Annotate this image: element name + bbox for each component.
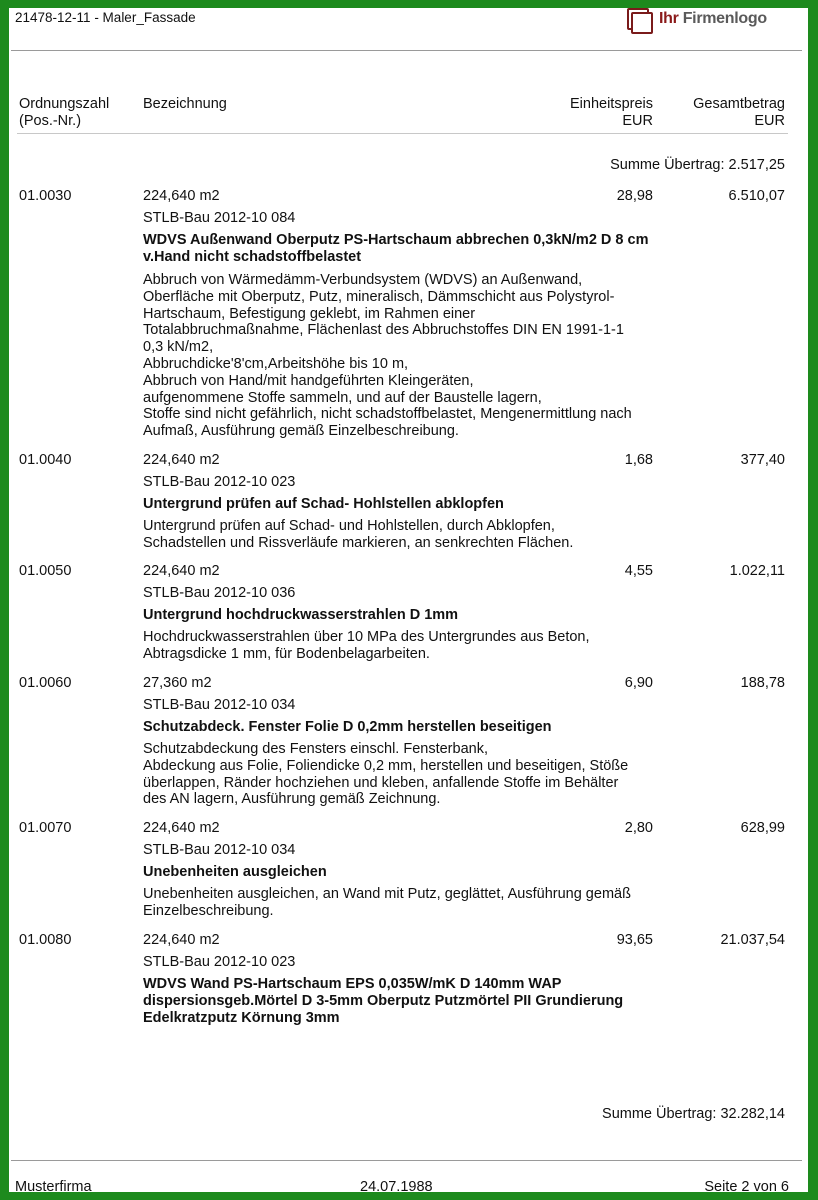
company-logo [627, 8, 767, 30]
long-text: Hochdruckwasserstrahlen über 10 MPa des Untergrundes aus Beton, Abtragsdicke 1 mm, für Bodenbelagarbeiten. [143, 629, 590, 662]
long-text: Unebenheiten ausgleichen, an Wand mit Putz, geglättet, Ausführung gemäß Einzelbeschreibung. [143, 886, 631, 919]
short-text: WDVS Wand PS-Hartschaum EPS 0,035W/mK D 140mm WAP dispersionsgeb.Mörtel D 3-5mm Oberputz Putzmörtel PII Grundierung Edelkratzputz Körnung 3mm [143, 976, 624, 1026]
position-number: 01.0080 [19, 932, 72, 948]
position-number: 01.0060 [19, 675, 72, 691]
total-amount: 377,40 [740, 452, 785, 468]
footer-date: 24.07.1988 [360, 1179, 433, 1192]
logo-icon [627, 8, 649, 30]
short-text: Schutzabdeck. Fenster Folie D 0,2mm herstellen beseitigen [143, 719, 552, 735]
footer-company: Musterfirma [15, 1179, 92, 1192]
unit-price: 93,65 [616, 932, 653, 948]
stlb-reference: STLB-Bau 2012-10 036 [143, 585, 296, 601]
long-text: Untergrund prüfen auf Schad- und Hohlstellen, durch Abklopfen, Schadstellen und Rissverläufe markieren, an senkrechten Flächen. [143, 518, 574, 551]
short-text: Unebenheiten ausgleichen [143, 864, 327, 880]
footer-page-number: Seite 2 von 6 [704, 1179, 789, 1192]
column-header-total: Gesamtbetrag EUR [693, 96, 785, 129]
logo-text-firmenlogo: Firmenlogo [682, 10, 767, 27]
long-text: Abbruch von Wärmedämm-Verbundsystem (WDVS) an Außenwand, Oberfläche mit Oberputz, Putz, mineralisch, Dämmschicht aus Polystyrol- Hartschaum, Befestigung geklebt, im Rahmen einer Totalabbruchmaßnahme, Flächenlast des Abbruchstoffes DIN EN 1991-1-1 0,3 kN/m2, Abbruchdicke'8'cm,Arbeitshöhe bis 10 m, Abbruch von Hand/mit handgeführten Kleingeräten, aufgenommene Stoffe sammeln, und auf der Baustelle lagern, Stoffe sind nicht gefährlich, nicht schadstoffbelastet, Mengenermittlung nach Aufmaß, Ausführung gemäß Einzelbeschreibung. [143, 272, 632, 440]
short-text: WDVS Außenwand Oberputz PS-Hartschaum abbrechen 0,3kN/m2 D 8 cm v.Hand nicht schadstoffbelastet [143, 232, 649, 265]
carry-over-top: Summe Übertrag: 2.517,25 [610, 157, 785, 173]
column-header-description: Bezeichnung [143, 96, 227, 112]
total-amount: 1.022,11 [729, 563, 785, 579]
column-header-divider [17, 133, 788, 134]
stlb-reference: STLB-Bau 2012-10 023 [143, 954, 296, 970]
position-number: 01.0040 [19, 452, 72, 468]
document-page [9, 8, 808, 1192]
carry-over-bottom: Summe Übertrag: 32.282,14 [602, 1106, 785, 1122]
long-text: Schutzabdeckung des Fensters einschl. Fensterbank, Abdeckung aus Folie, Foliendicke 0,2 mm, herstellen und beseitigen, Stöße überlappen, Ränder hochziehen und kleben, anfallende Stoffe im Behälter des AN lagern, Ausführung gemäß Zeichnung. [143, 741, 629, 808]
footer-divider [11, 1160, 802, 1161]
column-header-position: Ordnungszahl (Pos.-Nr.) [19, 96, 110, 129]
quantity: 224,640 m2 [143, 563, 220, 579]
quantity: 224,640 m2 [143, 188, 220, 204]
position-number: 01.0070 [19, 820, 72, 836]
unit-price: 2,80 [624, 820, 653, 836]
column-header-unit-price: Einheitspreis EUR [569, 96, 653, 129]
short-text: Untergrund hochdruckwasserstrahlen D 1mm [143, 607, 459, 623]
stlb-reference: STLB-Bau 2012-10 034 [143, 842, 296, 858]
document-title: 21478-12-11 - Maler_Fassade [15, 10, 196, 25]
total-amount: 628,99 [740, 820, 785, 836]
quantity: 224,640 m2 [143, 820, 220, 836]
total-amount: 188,78 [740, 675, 785, 691]
position-number: 01.0050 [19, 563, 72, 579]
position-number: 01.0030 [19, 188, 72, 204]
header-divider [11, 50, 802, 51]
short-text: Untergrund prüfen auf Schad- Hohlstellen abklopfen [143, 496, 504, 512]
quantity: 224,640 m2 [143, 452, 220, 468]
unit-price: 6,90 [624, 675, 653, 691]
quantity: 224,640 m2 [143, 932, 220, 948]
quantity: 27,360 m2 [143, 675, 212, 691]
total-amount: 6.510,07 [728, 188, 785, 204]
unit-price: 28,98 [616, 188, 653, 204]
stlb-reference: STLB-Bau 2012-10 084 [143, 210, 296, 226]
stlb-reference: STLB-Bau 2012-10 034 [143, 697, 296, 713]
stlb-reference: STLB-Bau 2012-10 023 [143, 474, 296, 490]
unit-price: 1,68 [624, 452, 653, 468]
unit-price: 4,55 [624, 563, 653, 579]
logo-text-ihr: Ihr [659, 10, 679, 27]
total-amount: 21.037,54 [720, 932, 785, 948]
